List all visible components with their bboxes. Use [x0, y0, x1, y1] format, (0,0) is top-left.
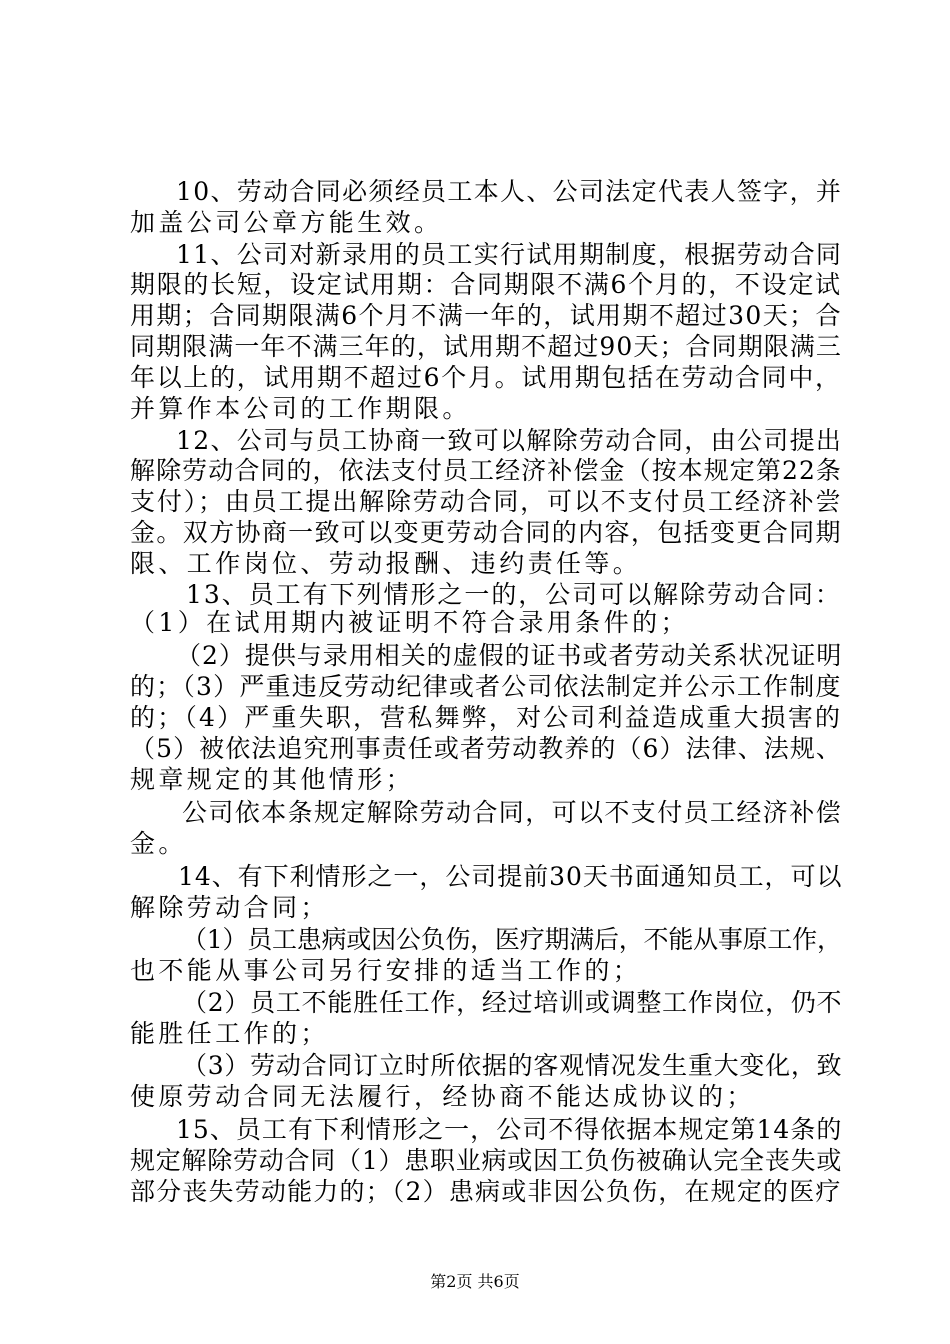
- text-line: （1）在试用期内被证明不符合录用条件的；: [130, 608, 689, 637]
- text-line: 11、公司对新录用的员工实行试用期制度，根据劳动合同: [176, 240, 843, 269]
- text-line: 金。: [130, 829, 187, 858]
- text-line: 支付）；由员工提出解除劳动合同，可以不支付员工经济补尝: [130, 487, 843, 516]
- text-line: 的；（3）严重违反劳动纪律或者公司依法制定并公示工作制度: [130, 672, 842, 701]
- text-line: （2）提供与录用相关的虚假的证书或者劳动关系状况证明: [176, 641, 843, 670]
- page-number-footer: 第2页 共6页: [430, 1272, 520, 1291]
- text-line: 同期限满一年不满三年的，试用期不超过90天；合同期限满三: [130, 332, 843, 361]
- text-line: 14、有下利情形之一，公司提前30天书面通知员工，可以: [178, 862, 843, 891]
- text-line: 年以上的，试用期不超过6个月。试用期包括在劳动合同中，: [130, 363, 842, 392]
- text-line: 规定解除劳动合同（1）患职业病或因工负伤被确认完全丧失或: [130, 1146, 843, 1175]
- text-line: 13、员工有下列情形之一的，公司可以解除劳动合同：: [186, 580, 842, 609]
- text-line: 并算作本公司的工作期限。: [130, 394, 471, 423]
- text-line: 的；（4）严重失职，营私舞弊，对公司利益造成重大损害的: [130, 703, 843, 732]
- text-line: 用期；合同期限满6个月不满一年的，试用期不超过30天；合: [130, 301, 842, 330]
- text-line: 也不能从事公司另行安排的适当工作的；: [130, 956, 642, 985]
- text-line: （3）劳动合同订立时所依据的客观情况发生重大变化，致: [182, 1051, 843, 1080]
- text-line: 部分丧失劳动能力的；（2）患病或非因公负伤，在规定的医疗: [130, 1177, 842, 1206]
- text-line: 解除劳动合同的，依法支付员工经济补偿金（按本规定第22条: [130, 456, 843, 485]
- text-line: 使原劳动合同无法履行，经协商不能达成协议的；: [130, 1082, 755, 1111]
- text-line: 12、公司与员工协商一致可以解除劳动合同，由公司提出: [176, 426, 843, 455]
- text-line: （1）员工患病或因公负伤，医疗期满后，不能从事原工作，: [182, 925, 842, 954]
- text-line: 期限的长短，设定试用期：合同期限不满6个月的，不设定试: [130, 270, 842, 299]
- text-line: 加盖公司公章方能生效。: [130, 208, 443, 237]
- text-line: 15、员工有下利情形之一，公司不得依据本规定第14条的: [176, 1115, 843, 1144]
- text-line: （2）员工不能胜任工作，经过培训或调整工作岗位，仍不: [182, 988, 843, 1017]
- text-line: 10、劳动合同必须经员工本人、公司法定代表人签字，并: [176, 177, 843, 206]
- text-line: 解除劳动合同；: [130, 893, 329, 922]
- text-line: 能胜任工作的；: [130, 1019, 329, 1048]
- text-line: 公司依本条规定解除劳动合同，可以不支付员工经济补偿: [182, 798, 843, 827]
- text-line: 限、工作岗位、劳动报酬、违约责任等。: [130, 549, 642, 578]
- text-line: （5）被依法追究刑事责任或者劳动教养的（6）法律、法规、: [130, 734, 843, 763]
- text-line: 金。双方协商一致可以变更劳动合同的内容，包括变更合同期: [130, 518, 842, 547]
- text-line: 规章规定的其他情形；: [130, 765, 415, 794]
